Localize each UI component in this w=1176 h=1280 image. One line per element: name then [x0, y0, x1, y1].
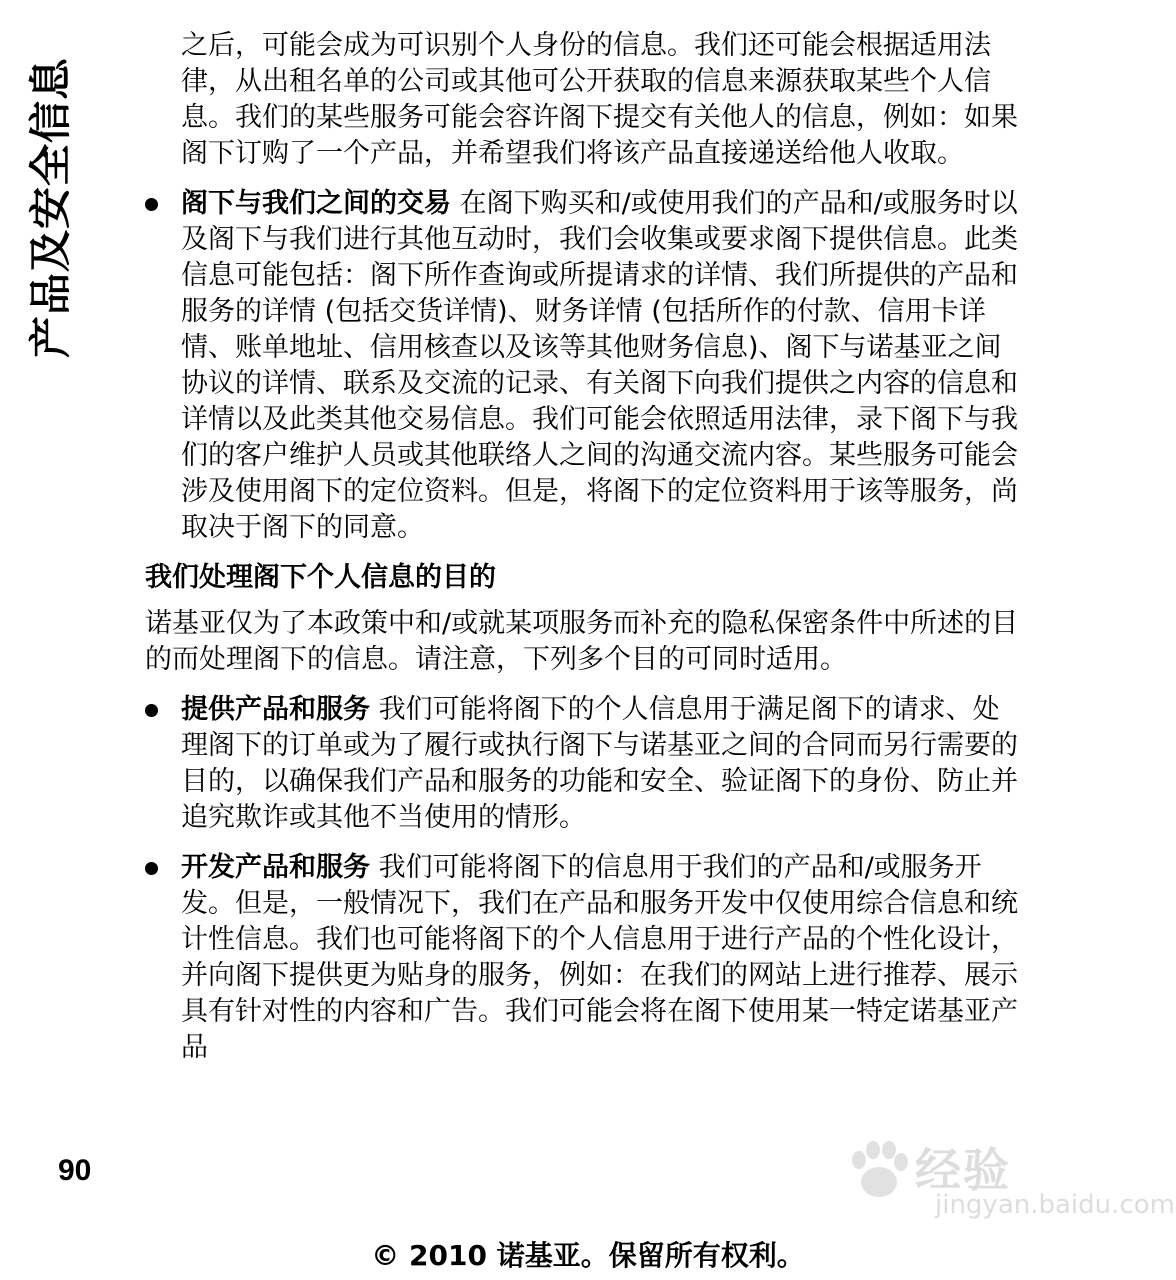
- side-section-title: [18, 40, 108, 360]
- bullet-text: 我们可能将阁下的个人信息用于满足阁下的请求、处理阁下的订单或为了履行或执行阁下与诺基亚之间的合同而另行需要的目的，以确保我们产品和服务的功能和安全、验证阁下的身份、防止并追究欺诈或其他不当使用的情形。: [181, 694, 1018, 833]
- bullet-item-provide-products: [145, 692, 1025, 836]
- page-number: 90: [58, 1154, 92, 1187]
- section-heading: 我们处理阁下个人信息的目的: [145, 562, 496, 593]
- copyright-footer: © 2010 诺基亚。保留所有权利。: [371, 1239, 805, 1272]
- side-title-text: 产品及安全信息: [26, 56, 75, 358]
- bullet-item-develop-products: [145, 850, 1025, 1066]
- bullet-dot-icon: [145, 198, 158, 211]
- bullet-dot-icon: [145, 704, 158, 717]
- paw-logo-icon: [839, 1130, 919, 1210]
- bullet-text: 在阁下购买和/或使用我们的产品和/或服务时以及阁下与我们进行其他互动时，我们会收集或要求阁下提供信息。此类信息可能包括：阁下所作查询或所提请求的详情、我们所提供的产品和服务的详情 (包括交货详情)、财务详情 (包括所作的付款、信用卡详情、账单地址、信用核查以及该等其他财务信息)、阁下与诺基亚之间协议的详情、联系及交流的记录、有关阁下向我们提供之内容的信息和详情以及此类其他交易信息。我们可能会依照适用法律，录下阁下与我们的客户维护人员或其他联络人之间的沟通交流内容。某些服务可能会涉及使用阁下的定位资料。但是，将阁下的定位资料用于该等服务，尚取决于阁下的同意。: [181, 188, 1018, 543]
- bullet-text: 我们可能将阁下的信息用于我们的产品和/或服务开发。但是，一般情况下，我们在产品和服务开发中仅使用综合信息和统计性信息。我们也可能将阁下的个人信息用于进行产品的个性化设计，并向阁下提供更为贴身的服务，例如：在我们的网站上进行推荐、展示具有针对性的内容和广告。我们可能会将在阁下使用某一特定诺基亚产品: [181, 852, 1018, 1063]
- section-intro: 诺基亚仅为了本政策中和/或就某项服务而补充的隐私保密条件中所述的目的而处理阁下的信息。请注意，下列多个目的可同时适用。: [145, 608, 1019, 675]
- bullet-dot-icon: [145, 862, 158, 875]
- bullet-lead: 开发产品和服务: [181, 852, 370, 883]
- bullet-item-transactions: [145, 186, 1025, 546]
- baidu-jingyan-watermark: [815, 1120, 1175, 1240]
- page-body: [145, 28, 1025, 1066]
- bullet-lead: 阁下与我们之间的交易: [181, 188, 451, 219]
- watermark-url: jingyan.baidu.com: [935, 1190, 1175, 1220]
- bullet-lead: 提供产品和服务: [181, 694, 370, 725]
- watermark-brand: 经验: [915, 1143, 1011, 1197]
- continuation-paragraph: 之后，可能会成为可识别个人身份的信息。我们还可能会根据适用法律，从出租名单的公司或其他可公开获取的信息来源获取某些个人信息。我们的某些服务可能会容许阁下提交有关他人的信息，例如：如果阁下订购了一个产品，并希望我们将该产品直接递送给他人收取。: [181, 30, 1018, 169]
